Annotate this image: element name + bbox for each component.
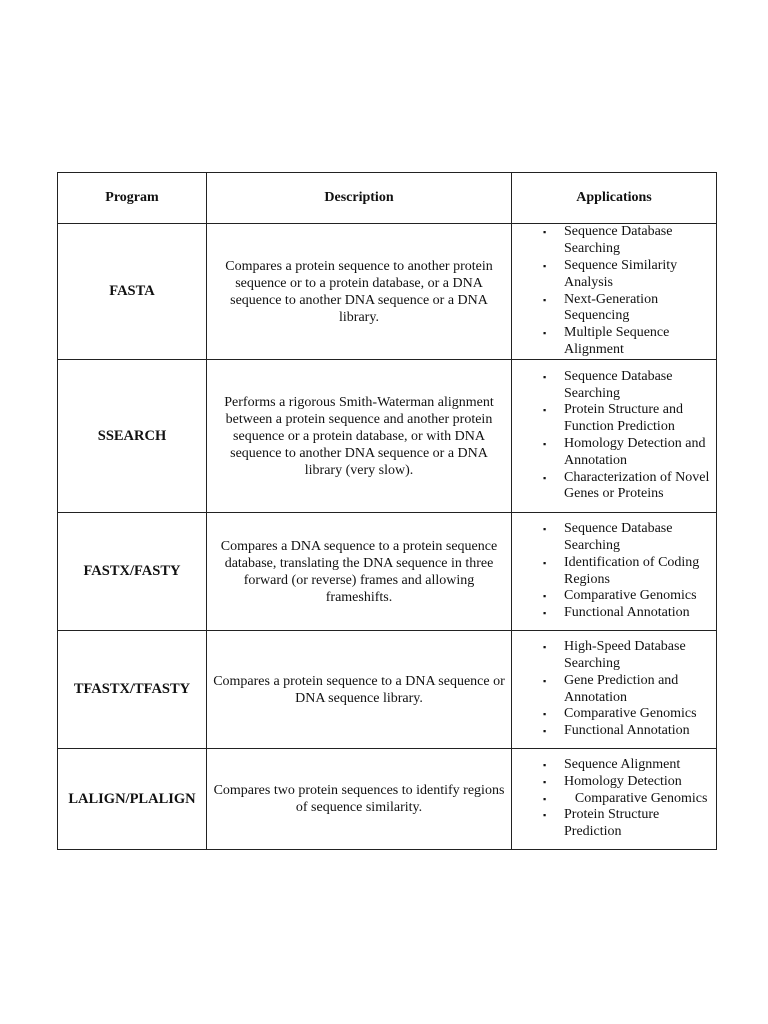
program-cell: SSEARCH xyxy=(58,360,207,513)
application-text: Protein Structure and Function Prediction xyxy=(564,402,683,435)
list-item xyxy=(512,555,716,589)
table-row xyxy=(58,360,717,513)
program-table-container xyxy=(57,172,716,850)
description-cell: Compares a DNA sequence to a protein sequence database, translating the DNA sequence in three forward (or reverse) frames and allowing frameshifts. xyxy=(207,513,512,631)
application-text: Identification of Coding Regions xyxy=(564,554,700,587)
list-item xyxy=(512,774,716,791)
bullet-icon: ▪ xyxy=(543,260,547,271)
list-item xyxy=(512,292,716,326)
bullet-icon: ▪ xyxy=(543,371,547,382)
applications-cell xyxy=(512,224,717,360)
application-text: Protein Structure Prediction xyxy=(564,807,660,840)
program-table xyxy=(57,172,717,850)
applications-list xyxy=(512,369,716,503)
application-text: Sequence Database Searching xyxy=(564,224,673,257)
description-cell: Compares a protein sequence to another protein sequence or to a protein database, or a DNA sequence to another DNA sequence or a DNA library. xyxy=(207,224,512,360)
bullet-icon: ▪ xyxy=(543,793,547,804)
application-text: Homology Detection xyxy=(564,773,682,789)
bullet-icon: ▪ xyxy=(543,591,547,602)
bullet-icon: ▪ xyxy=(543,405,547,416)
list-item xyxy=(512,521,716,555)
bullet-icon: ▪ xyxy=(543,776,547,787)
applications-cell xyxy=(512,749,717,850)
application-text: Sequence Database Searching xyxy=(564,521,673,553)
list-item xyxy=(512,258,716,292)
list-item xyxy=(512,325,716,359)
applications-list xyxy=(512,639,716,740)
application-text: High-Speed Database Searching xyxy=(564,639,686,671)
list-item xyxy=(512,723,716,740)
application-text: Sequence Similarity Analysis xyxy=(564,257,678,290)
list-item xyxy=(512,402,716,436)
list-item xyxy=(512,807,716,841)
list-item xyxy=(512,369,716,403)
application-text: Comparative Genomics xyxy=(564,706,697,722)
bullet-icon: ▪ xyxy=(543,608,547,619)
bullet-icon: ▪ xyxy=(543,328,547,339)
applications-list xyxy=(512,521,716,622)
application-text: Multiple Sequence Alignment xyxy=(564,325,670,357)
program-cell: FASTX/FASTY xyxy=(58,513,207,631)
application-text: Gene Prediction and Annotation xyxy=(564,672,679,705)
header-applications: Applications xyxy=(512,173,717,224)
program-cell: FASTA xyxy=(58,224,207,360)
list-item xyxy=(512,224,716,258)
list-item xyxy=(512,436,716,470)
header-program: Program xyxy=(58,173,207,224)
table-header-row xyxy=(58,173,717,224)
applications-list xyxy=(512,757,716,841)
table-row xyxy=(58,513,717,631)
application-text: Comparative Genomics xyxy=(564,588,697,604)
description-cell: Compares two protein sequences to identify regions of sequence similarity. xyxy=(207,749,512,850)
list-item xyxy=(512,470,716,504)
list-item xyxy=(512,673,716,707)
bullet-icon: ▪ xyxy=(543,227,547,238)
application-text: Functional Annotation xyxy=(564,723,690,739)
application-text: Sequence Alignment xyxy=(564,757,681,772)
application-text: Sequence Database Searching xyxy=(564,368,673,401)
bullet-icon: ▪ xyxy=(543,760,547,770)
list-item xyxy=(512,588,716,605)
bullet-icon: ▪ xyxy=(543,439,547,449)
application-text: Comparative Genomics xyxy=(564,790,697,806)
program-cell: TFASTX/TFASTY xyxy=(58,631,207,749)
bullet-icon: ▪ xyxy=(543,557,547,568)
applications-cell xyxy=(512,360,717,513)
description-cell: Compares a protein sequence to a DNA sequence or DNA sequence library. xyxy=(207,631,512,749)
list-item xyxy=(512,757,716,774)
application-text: Next-Generation Sequencing xyxy=(564,291,659,324)
description-cell: Performs a rigorous Smith-Waterman alignment between a protein sequence and another protein sequence or a protein database, or with DNA sequence to another DNA sequence or a DNA library (very slow). xyxy=(207,360,512,513)
bullet-icon: ▪ xyxy=(543,294,547,305)
application-text: Functional Annotation xyxy=(564,605,690,621)
application-text: Homology Detection and Annotation xyxy=(564,436,706,468)
list-item xyxy=(512,791,716,808)
bullet-icon: ▪ xyxy=(543,810,547,821)
bullet-icon: ▪ xyxy=(543,472,547,483)
list-item xyxy=(512,639,716,673)
bullet-icon: ▪ xyxy=(543,726,547,737)
bullet-icon: ▪ xyxy=(543,524,547,535)
table-row xyxy=(58,224,717,360)
bullet-icon: ▪ xyxy=(543,675,547,686)
table-row xyxy=(58,631,717,749)
header-description: Description xyxy=(207,173,512,224)
bullet-icon: ▪ xyxy=(543,642,547,653)
applications-list xyxy=(512,224,716,358)
table-row xyxy=(58,749,717,850)
list-item xyxy=(512,706,716,723)
applications-cell xyxy=(512,513,717,631)
program-cell: LALIGN/PLALIGN xyxy=(58,749,207,850)
bullet-icon: ▪ xyxy=(543,709,547,720)
application-text: Characterization of Novel Genes or Proteins xyxy=(564,469,710,502)
applications-cell xyxy=(512,631,717,749)
list-item xyxy=(512,605,716,622)
